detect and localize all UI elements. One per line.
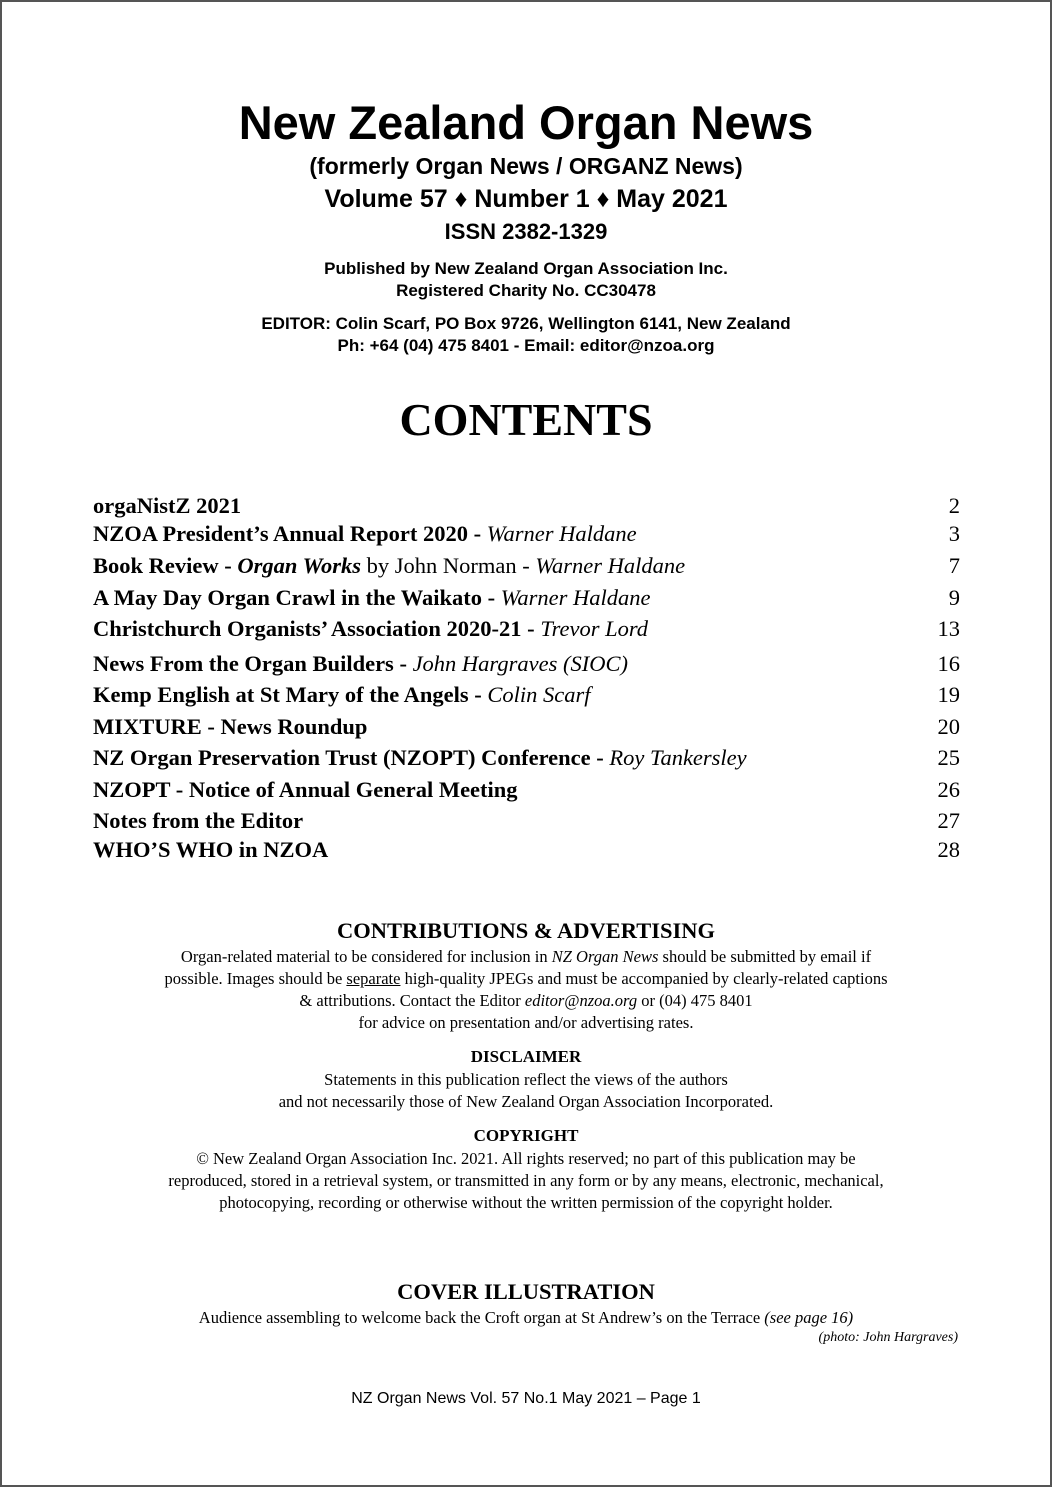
published-by: Published by New Zealand Organ Association Inc. xyxy=(324,259,728,278)
toc-title: Kemp English at St Mary of the Angels - xyxy=(93,682,488,707)
masthead-title: New Zealand Organ News xyxy=(238,96,814,149)
toc-author: John Hargraves (SIOC) xyxy=(412,651,628,676)
toc-title: WHO’S WHO in NZOA xyxy=(93,837,329,862)
toc-entry[interactable] xyxy=(93,743,960,773)
toc-entry[interactable] xyxy=(93,835,960,865)
page-footer: NZ Organ News Vol. 57 No.1 May 2021 – Page 1 xyxy=(351,1390,701,1407)
toc-title: News From the Organ Builders - xyxy=(93,651,413,676)
toc-page: 3 xyxy=(948,521,960,546)
toc-entry[interactable] xyxy=(93,519,960,549)
toc-entry[interactable] xyxy=(93,680,960,710)
disclaimer-line: Statements in this publication reflect the views of the authors xyxy=(324,1070,728,1089)
toc-entry[interactable] xyxy=(93,712,960,742)
toc-page: 20 xyxy=(937,714,960,739)
photo-credit: (photo: John Hargraves) xyxy=(818,1330,958,1345)
contributions-line: Organ-related material to be considered for inclusion in NZ Organ News should be submitted by email if xyxy=(180,947,872,966)
toc-page: 2 xyxy=(948,493,960,518)
masthead-formerly: (formerly Organ News / ORGANZ News) xyxy=(309,153,743,179)
toc-entry[interactable] xyxy=(93,775,960,805)
toc-title: A May Day Organ Crawl in the Waikato - xyxy=(93,585,501,610)
copyright-section xyxy=(0,1124,1052,1214)
toc-page: 13 xyxy=(937,616,960,641)
copyright-line: © New Zealand Organ Association Inc. 2021. All rights reserved; no part of this publication may be xyxy=(196,1149,856,1168)
toc-author: Warner Haldane xyxy=(535,553,686,578)
toc-title: Book Review - xyxy=(93,553,238,578)
toc-title-suffix: by John Norman - xyxy=(360,553,536,578)
toc-book-title: Organ Works xyxy=(237,553,361,578)
masthead-volume: Volume 57 ♦ Number 1 ♦ May 2021 xyxy=(324,185,728,213)
contributions-line: & attributions. Contact the Editor editor@nzoa.org or (04) 475 8401 xyxy=(299,991,753,1010)
toc-page: 26 xyxy=(937,777,960,802)
copyright-line: photocopying, recording or otherwise without the written permission of the copyright holder. xyxy=(219,1193,833,1212)
toc-page: 25 xyxy=(937,745,960,770)
contributions-line: for advice on presentation and/or advertising rates. xyxy=(358,1013,694,1032)
toc-page: 27 xyxy=(937,808,960,833)
disclaimer-heading: DISCLAIMER xyxy=(470,1047,582,1066)
toc-author: Colin Scarf xyxy=(487,682,591,707)
toc-entry[interactable] xyxy=(93,551,960,581)
toc-page: 28 xyxy=(937,837,960,862)
toc-title: Christchurch Organists’ Association 2020-21 - xyxy=(93,616,541,641)
toc-entry[interactable] xyxy=(93,614,960,644)
editor-contact: Ph: +64 (04) 475 8401 - Email: editor@nzoa.org xyxy=(337,336,715,355)
charity-number: Registered Charity No. CC30478 xyxy=(396,281,656,300)
toc-author: Roy Tankersley xyxy=(609,745,747,770)
toc-title: MIXTURE - News Roundup xyxy=(93,714,368,739)
toc-page: 9 xyxy=(948,585,960,610)
contributions-section xyxy=(0,916,1052,1034)
toc-author: Warner Haldane xyxy=(500,585,651,610)
editor-block xyxy=(0,313,1052,357)
contents-heading: CONTENTS xyxy=(399,394,653,445)
copyright-heading: COPYRIGHT xyxy=(473,1126,579,1145)
contributions-heading: CONTRIBUTIONS & ADVERTISING xyxy=(336,918,716,943)
toc-page: 7 xyxy=(948,553,960,578)
toc-title: NZ Organ Preservation Trust (NZOPT) Conference - xyxy=(93,745,610,770)
cover-section xyxy=(0,1277,1052,1329)
toc-author: Trevor Lord xyxy=(540,616,649,641)
toc-title: orgaNistZ 2021 xyxy=(93,493,242,518)
toc-title: NZOPT - Notice of Annual General Meeting xyxy=(93,777,518,802)
toc-entry[interactable] xyxy=(93,806,960,836)
toc-page: 16 xyxy=(937,651,960,676)
toc-entry[interactable] xyxy=(93,583,960,613)
publisher-block xyxy=(0,258,1052,302)
masthead-issn: ISSN 2382-1329 xyxy=(444,219,608,244)
editor-email-link[interactable]: editor@nzoa.org xyxy=(524,991,638,1010)
copyright-line: reproduced, stored in a retrieval system, or transmitted in any form or by any means, electronic, mechanical, xyxy=(168,1171,884,1190)
editor-address: EDITOR: Colin Scarf, PO Box 9726, Wellington 6141, New Zealand xyxy=(261,314,791,333)
disclaimer-line: and not necessarily those of New Zealand Organ Association Incorporated. xyxy=(278,1092,774,1111)
toc-entry[interactable] xyxy=(93,491,960,521)
toc-title: NZOA President’s Annual Report 2020 - xyxy=(93,521,487,546)
disclaimer-section xyxy=(0,1045,1052,1113)
toc-author: Warner Haldane xyxy=(486,521,637,546)
toc-entry[interactable] xyxy=(93,649,960,679)
toc-title: Notes from the Editor xyxy=(93,808,304,833)
cover-heading: COVER ILLUSTRATION xyxy=(397,1279,655,1304)
contributions-line: possible. Images should be separate high-quality JPEGs and must be accompanied by clearly-related captions xyxy=(164,969,888,988)
toc-page: 19 xyxy=(937,682,960,707)
cover-caption: Audience assembling to welcome back the Croft organ at St Andrew’s on the Terrace (see page 16) xyxy=(198,1308,854,1327)
